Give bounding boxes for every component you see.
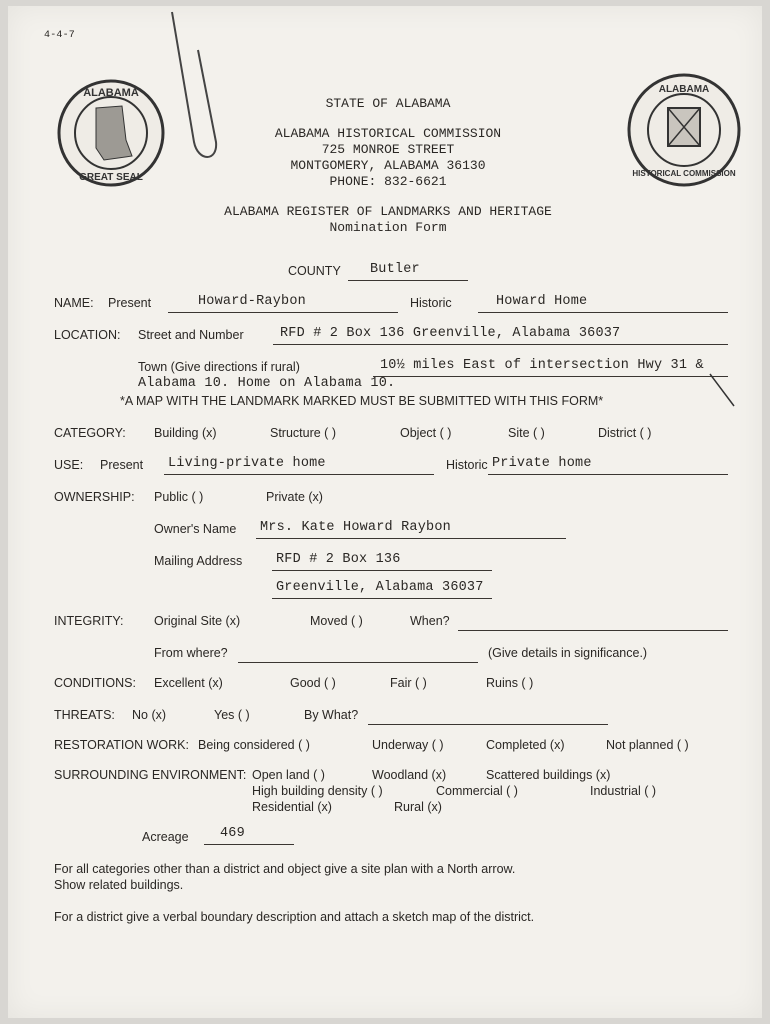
- county-line: [348, 280, 468, 281]
- corner-mark: 4-4-7: [44, 30, 76, 41]
- integrity-label: INTEGRITY:: [54, 614, 124, 628]
- town-label: Town (Give directions if rural): [138, 360, 300, 374]
- ownership-label: OWNERSHIP:: [54, 490, 135, 504]
- header-commission: ALABAMA HISTORICAL COMMISSION: [274, 126, 502, 141]
- threats-yes[interactable]: Yes ( ): [214, 708, 250, 722]
- name-present-value: Howard-Raybon: [198, 294, 306, 309]
- name-historic-label: Historic: [410, 296, 452, 310]
- restoration-considered[interactable]: Being considered ( ): [198, 738, 310, 752]
- ownership-private[interactable]: Private (x): [266, 490, 323, 504]
- header-register: ALABAMA REGISTER OF LANDMARKS AND HERITAGE: [224, 204, 552, 219]
- map-note: *A MAP WITH THE LANDMARK MARKED MUST BE SUBMITTED WITH THIS FORM*: [120, 394, 604, 408]
- county-label: COUNTY: [288, 264, 341, 278]
- svg-text:ALABAMA: ALABAMA: [83, 87, 139, 99]
- restoration-not-planned[interactable]: Not planned ( ): [606, 738, 689, 752]
- district-note: For a district give a verbal boundary description and attach a sketch map of the district.: [54, 910, 535, 924]
- mailing-address-line2: Greenville, Alabama 36037: [276, 580, 484, 595]
- site-plan-note-continued: Show related buildings.: [54, 878, 184, 892]
- integrity-original-site[interactable]: Original Site (x): [154, 614, 241, 628]
- acreage-label: Acreage: [142, 830, 189, 844]
- integrity-when-line: [458, 630, 728, 631]
- town-value: 10½ miles East of intersection Hwy 31 &: [380, 358, 704, 373]
- header-city: MONTGOMERY, ALABAMA 36130: [290, 158, 486, 173]
- use-present-value: Living-private home: [168, 456, 326, 471]
- condition-ruins[interactable]: Ruins ( ): [486, 676, 534, 690]
- header-phone: PHONE: 832-6621: [329, 174, 447, 189]
- env-commercial[interactable]: Commercial ( ): [436, 784, 518, 798]
- mailing-address-line1: RFD # 2 Box 136: [276, 552, 401, 567]
- mailing-address-label: Mailing Address: [154, 554, 243, 568]
- header-street: 725 MONROE STREET: [321, 142, 455, 157]
- town-value-continued: Alabama 10. Home on Alabama 10.: [138, 376, 396, 391]
- use-historic-line: [488, 474, 728, 475]
- condition-fair[interactable]: Fair ( ): [390, 676, 427, 690]
- site-plan-note: For all categories other than a district and object give a site plan with a North arrow.: [54, 862, 516, 876]
- town-line: [373, 376, 728, 377]
- mailing-line2-underline: [272, 598, 492, 599]
- restoration-underway[interactable]: Underway ( ): [372, 738, 444, 752]
- category-site[interactable]: Site ( ): [508, 426, 545, 440]
- give-details-note: (Give details in significance.): [488, 646, 648, 660]
- owner-name-value: Mrs. Kate Howard Raybon: [260, 520, 451, 535]
- svg-text:GREAT SEAL: GREAT SEAL: [79, 172, 143, 183]
- restoration-completed[interactable]: Completed (x): [486, 738, 565, 752]
- header-state: STATE OF ALABAMA: [325, 96, 451, 111]
- use-historic-label: Historic: [446, 458, 488, 472]
- category-object[interactable]: Object ( ): [400, 426, 452, 440]
- category-district[interactable]: District ( ): [598, 426, 652, 440]
- category-structure[interactable]: Structure ( ): [270, 426, 336, 440]
- env-open-land[interactable]: Open land ( ): [252, 768, 325, 782]
- condition-excellent[interactable]: Excellent (x): [154, 676, 223, 690]
- header-nomination: Nomination Form: [329, 220, 447, 235]
- env-woodland[interactable]: Woodland (x): [372, 768, 447, 782]
- from-where-label: From where?: [154, 646, 228, 660]
- owner-name-label: Owner's Name: [154, 522, 237, 536]
- threats-by-what-line: [368, 724, 608, 725]
- from-where-line: [238, 662, 478, 663]
- conditions-label: CONDITIONS:: [54, 676, 136, 690]
- street-label: Street and Number: [138, 328, 244, 342]
- acreage-line: [204, 844, 294, 845]
- category-label: CATEGORY:: [54, 426, 126, 440]
- name-historic-value: Howard Home: [496, 294, 588, 309]
- mailing-line1-underline: [272, 570, 492, 571]
- acreage-value: 469: [220, 826, 245, 841]
- ownership-public[interactable]: Public ( ): [154, 490, 204, 504]
- form-page: [8, 6, 762, 1018]
- name-label: NAME:: [54, 296, 94, 310]
- owner-name-line: [256, 538, 566, 539]
- threats-by-what-label: By What?: [304, 708, 359, 722]
- condition-good[interactable]: Good ( ): [290, 676, 336, 690]
- environment-label: SURROUNDING ENVIRONMENT:: [54, 768, 247, 782]
- svg-text:HISTORICAL COMMISSION: HISTORICAL COMMISSION: [632, 169, 736, 178]
- county-value: Butler: [370, 262, 420, 277]
- street-value: RFD # 2 Box 136 Greenville, Alabama 36037: [280, 326, 621, 341]
- street-line: [273, 344, 728, 345]
- env-residential[interactable]: Residential (x): [252, 800, 332, 814]
- env-rural[interactable]: Rural (x): [394, 800, 442, 814]
- use-historic-value: Private home: [492, 456, 592, 471]
- use-present-label: Present: [100, 458, 144, 472]
- integrity-moved[interactable]: Moved ( ): [310, 614, 363, 628]
- use-label: USE:: [54, 458, 84, 472]
- env-scattered-buildings[interactable]: Scattered buildings (x): [486, 768, 611, 782]
- pen-stroke-mark: [708, 370, 738, 410]
- category-building[interactable]: Building (x): [154, 426, 217, 440]
- name-present-line: [168, 312, 398, 313]
- env-high-density[interactable]: High building density ( ): [252, 784, 383, 798]
- env-industrial[interactable]: Industrial ( ): [590, 784, 656, 798]
- threats-no[interactable]: No (x): [132, 708, 167, 722]
- threats-label: THREATS:: [54, 708, 115, 722]
- svg-text:ALABAMA: ALABAMA: [658, 84, 710, 95]
- use-present-line: [164, 474, 434, 475]
- name-historic-line: [478, 312, 728, 313]
- location-label: LOCATION:: [54, 328, 121, 342]
- restoration-label: RESTORATION WORK:: [54, 738, 189, 752]
- name-present-label: Present: [108, 296, 152, 310]
- integrity-when-label: When?: [410, 614, 450, 628]
